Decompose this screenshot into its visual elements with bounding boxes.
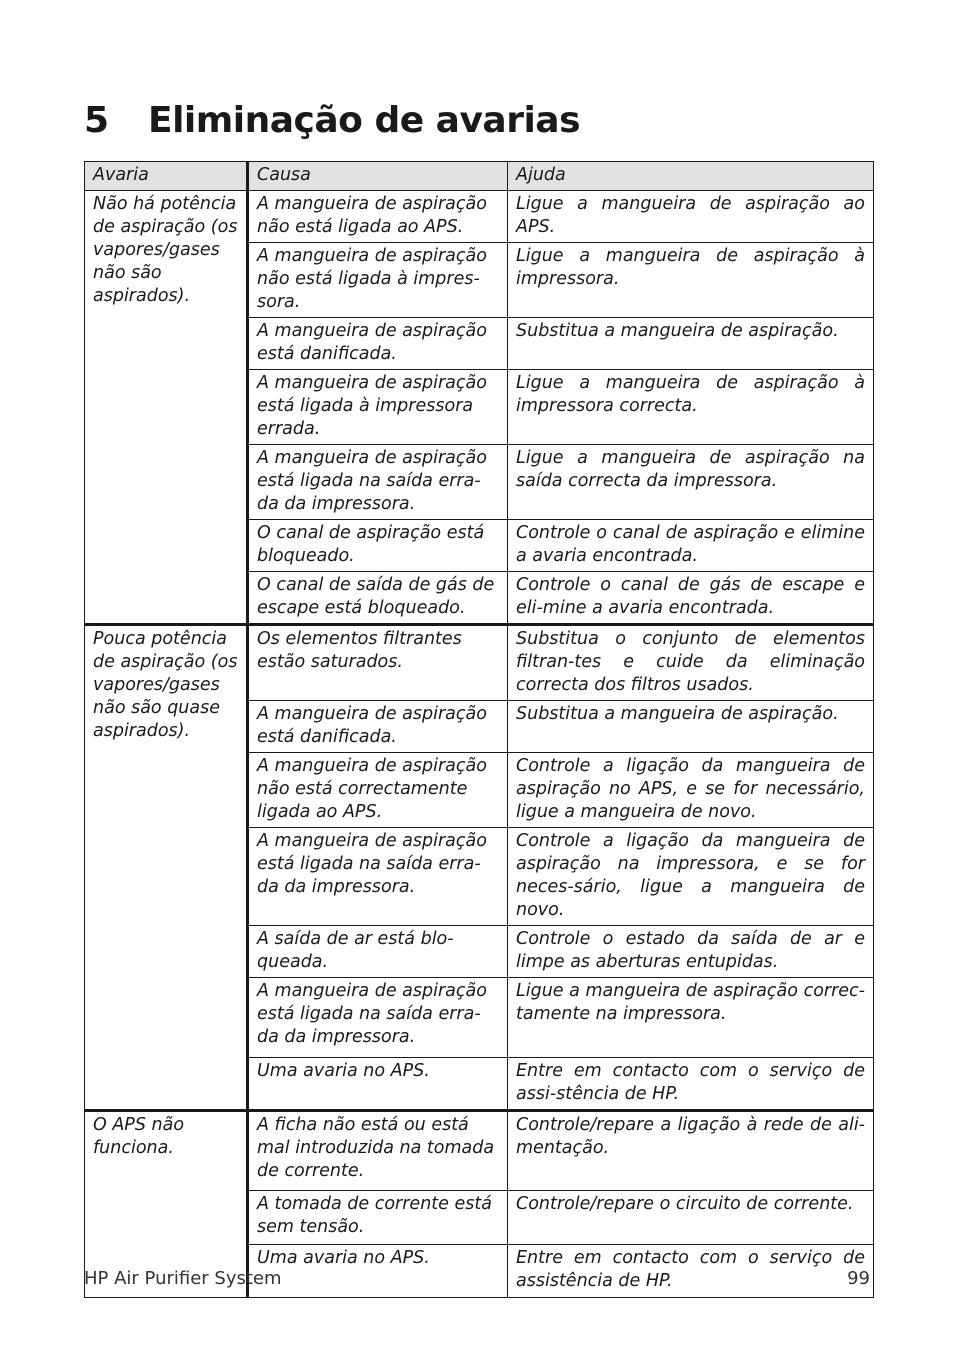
header-cause: Causa — [248, 162, 508, 191]
troubleshooting-table — [84, 161, 874, 1298]
help-cell: Entre em contacto com o serviço de assistência de HP. — [508, 1245, 874, 1298]
fault-cell: Não há potência de aspiração (os vapores/gases não são aspirados). — [85, 191, 248, 625]
cause-cell: A mangueira de aspiração está ligada à impressora errada. — [248, 370, 508, 445]
cause-cell: A ficha não está ou está mal introduzida na tomada de corrente. — [248, 1111, 508, 1191]
table-row — [85, 1111, 874, 1191]
help-cell: Entre em contacto com o serviço de assi-stência de HP. — [508, 1058, 874, 1111]
table-row — [85, 625, 874, 701]
help-cell: Controle/repare a ligação à rede de ali-mentação. — [508, 1111, 874, 1191]
cause-cell: A tomada de corrente está sem tensão. — [248, 1191, 508, 1245]
cause-cell: A mangueira de aspiração está danificada. — [248, 318, 508, 370]
help-cell: Substitua o conjunto de elementos filtran-tes e cuide da eliminação correcta dos filtros usados. — [508, 625, 874, 701]
help-cell: Controle a ligação da mangueira de aspiração no APS, e se for necessário, ligue a mangueira de novo. — [508, 753, 874, 828]
cause-cell: Os elementos filtrantes estão saturados. — [248, 625, 508, 701]
cause-cell: A mangueira de aspiração está ligada na saída erra-da da impressora. — [248, 445, 508, 520]
cause-cell: A mangueira de aspiração está danificada. — [248, 701, 508, 753]
cause-cell: O canal de aspiração está bloqueado. — [248, 520, 508, 572]
help-cell: Ligue a mangueira de aspiração ao APS. — [508, 191, 874, 243]
table-row — [85, 191, 874, 243]
table-body — [85, 191, 874, 1298]
header-help: Ajuda — [508, 162, 874, 191]
cause-cell: A mangueira de aspiração está ligada na saída erra-da da impressora. — [248, 828, 508, 926]
page-number: 99 — [847, 1268, 870, 1289]
cause-cell: A mangueira de aspiração não está correctamente ligada ao APS. — [248, 753, 508, 828]
cause-cell: A mangueira de aspiração está ligada na saída erra-da da impressora. — [248, 978, 508, 1058]
page-footer — [84, 1268, 870, 1289]
help-cell: Ligue a mangueira de aspiração correc-tamente na impressora. — [508, 978, 874, 1058]
cause-cell: A mangueira de aspiração não está ligada ao APS. — [248, 191, 508, 243]
cause-cell: O canal de saída de gás de escape está bloqueado. — [248, 572, 508, 625]
page-title — [84, 100, 580, 141]
help-cell: Controle o canal de gás de escape e eli-mine a avaria encontrada. — [508, 572, 874, 625]
help-cell: Ligue a mangueira de aspiração à impressora correcta. — [508, 370, 874, 445]
chapter-number: 5 — [84, 100, 109, 141]
cause-cell: A saída de ar está blo-queada. — [248, 926, 508, 978]
help-cell: Substitua a mangueira de aspiração. — [508, 701, 874, 753]
footer-product-name: HP Air Purifier System — [84, 1268, 282, 1289]
help-cell: Ligue a mangueira de aspiração à impressora. — [508, 243, 874, 318]
cause-cell: Uma avaria no APS. — [248, 1245, 508, 1298]
fault-cell: O APS não funciona. — [85, 1111, 248, 1298]
header-fault: Avaria — [85, 162, 248, 191]
help-cell: Controle o estado da saída de ar e limpe as aberturas entupidas. — [508, 926, 874, 978]
help-cell: Controle a ligação da mangueira de aspiração na impressora, e se for neces-sário, ligue a mangueira de novo. — [508, 828, 874, 926]
table-header-row — [85, 162, 874, 191]
cause-cell: Uma avaria no APS. — [248, 1058, 508, 1111]
help-cell: Controle/repare o circuito de corrente. — [508, 1191, 874, 1245]
help-cell: Controle o canal de aspiração e elimine a avaria encontrada. — [508, 520, 874, 572]
cause-cell: A mangueira de aspiração não está ligada à impres-sora. — [248, 243, 508, 318]
chapter-title: Eliminação de avarias — [148, 100, 581, 141]
help-cell: Ligue a mangueira de aspiração na saída correcta da impressora. — [508, 445, 874, 520]
fault-cell: Pouca potência de aspiração (os vapores/gases não são quase aspirados). — [85, 625, 248, 1111]
help-cell: Substitua a mangueira de aspiração. — [508, 318, 874, 370]
